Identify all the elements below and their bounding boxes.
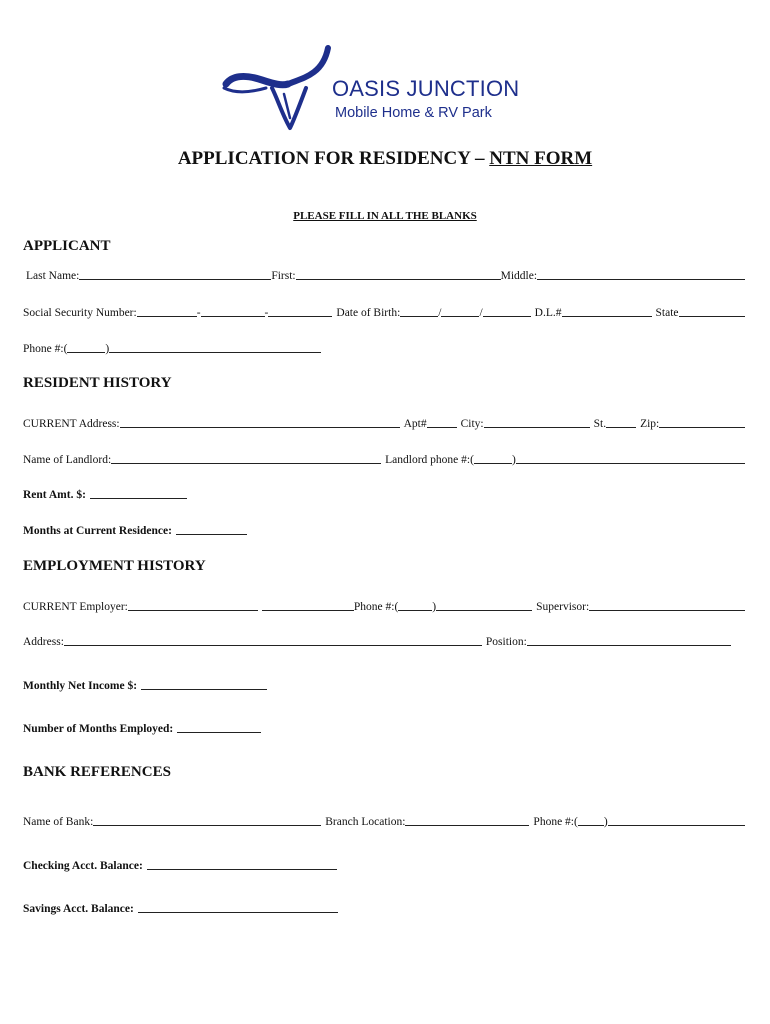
company-logo — [222, 44, 552, 136]
form-title-underlined: NTN FORM — [489, 148, 593, 169]
phone-paren-close: ) — [105, 343, 110, 355]
middle-name-field[interactable] — [537, 267, 745, 280]
savings-balance-row — [23, 899, 745, 915]
section-heading-resident-history: RESIDENT HISTORY — [23, 375, 172, 391]
bank-phone-paren-close: ) — [603, 816, 608, 828]
checking-balance-field[interactable] — [147, 857, 337, 870]
section-heading-bank-references: BANK REFERENCES — [23, 764, 171, 780]
ssn-label: Social Security Number: — [23, 307, 137, 319]
savings-balance-label: Savings Acct. Balance: — [23, 903, 134, 915]
current-address-row — [23, 414, 745, 430]
form-title-main: APPLICATION FOR RESIDENCY – — [177, 148, 490, 169]
ssn-field-part1[interactable] — [137, 304, 197, 317]
dl-label: D.L.# — [534, 307, 562, 319]
supervisor-field[interactable] — [589, 598, 745, 611]
applicant-id-row — [23, 303, 745, 319]
bank-phone-number-field[interactable] — [608, 813, 745, 826]
applicant-name-row — [23, 266, 745, 282]
branch-location-label: Branch Location: — [325, 816, 406, 828]
ssn-field-part2[interactable] — [201, 304, 265, 317]
monthly-income-field[interactable] — [141, 677, 267, 690]
employer-address-field[interactable] — [64, 633, 482, 646]
months-employed-label: Number of Months Employed: — [23, 723, 174, 735]
bank-row — [23, 812, 745, 828]
rent-amount-label: Rent Amt. $: — [23, 489, 86, 501]
landlord-name-label: Name of Landlord: — [23, 454, 112, 466]
zip-label: Zip: — [640, 418, 660, 430]
months-current-residence-label: Months at Current Residence: — [23, 525, 172, 537]
last-name-label: Last Name: — [26, 270, 80, 282]
months-employed-row — [23, 719, 745, 735]
company-tagline: Mobile Home & RV Park — [335, 105, 492, 121]
employer-address-row — [23, 632, 731, 648]
state-label: State — [655, 307, 679, 319]
employer-phone-paren-close: ) — [432, 601, 437, 613]
checking-balance-row — [23, 856, 745, 872]
dl-number-field[interactable] — [562, 304, 652, 317]
position-field[interactable] — [527, 633, 731, 646]
landlord-row — [23, 450, 745, 466]
ssn-field-part3[interactable] — [268, 304, 332, 317]
dob-month-field[interactable] — [400, 304, 438, 317]
apt-label: Apt# — [403, 418, 427, 430]
landlord-phone-label: Landlord phone #:( — [385, 454, 474, 466]
current-employer-field-2[interactable] — [262, 598, 354, 611]
months-employed-field[interactable] — [177, 720, 261, 733]
dob-slash-2: / — [479, 307, 483, 319]
state-abbrev-field[interactable] — [606, 415, 636, 428]
current-address-label: CURRENT Address: — [23, 418, 120, 430]
longhorn-steer-icon — [222, 44, 332, 136]
supervisor-label: Supervisor: — [536, 601, 590, 613]
dob-slash-1: / — [438, 307, 442, 319]
monthly-income-row — [23, 676, 745, 692]
bank-phone-label: Phone #:( — [533, 816, 578, 828]
position-label: Position: — [485, 636, 527, 648]
bank-phone-area-field[interactable] — [578, 813, 604, 826]
checking-balance-label: Checking Acct. Balance: — [23, 860, 143, 872]
current-address-field[interactable] — [120, 415, 400, 428]
apt-field[interactable] — [427, 415, 457, 428]
zip-field[interactable] — [659, 415, 745, 428]
employer-phone-label: Phone #:( — [353, 601, 399, 613]
phone-number-field[interactable] — [109, 340, 321, 353]
form-title — [0, 148, 770, 170]
rent-amount-row — [23, 485, 745, 501]
city-label: City: — [460, 418, 484, 430]
phone-label: Phone #:( — [23, 343, 68, 355]
months-current-residence-row — [23, 521, 745, 537]
state-abbrev-label: St. — [593, 418, 607, 430]
current-employer-label: CURRENT Employer: — [23, 601, 128, 613]
applicant-phone-row — [23, 339, 745, 355]
form-instruction: PLEASE FILL IN ALL THE BLANKS — [293, 210, 477, 222]
rent-amount-field[interactable] — [90, 486, 187, 499]
city-field[interactable] — [484, 415, 590, 428]
state-field[interactable] — [679, 304, 745, 317]
section-heading-applicant: APPLICANT — [23, 238, 111, 254]
bank-name-field[interactable] — [93, 813, 321, 826]
middle-name-label: Middle: — [500, 270, 538, 282]
dob-label: Date of Birth: — [336, 307, 401, 319]
employer-row — [23, 597, 745, 613]
first-name-label: First: — [271, 270, 296, 282]
landlord-phone-number-field[interactable] — [516, 451, 745, 464]
savings-balance-field[interactable] — [138, 900, 338, 913]
branch-location-field[interactable] — [405, 813, 529, 826]
company-name: OASIS JUNCTION — [332, 76, 520, 101]
first-name-field[interactable] — [296, 267, 501, 280]
employer-phone-number-field[interactable] — [436, 598, 532, 611]
landlord-name-field[interactable] — [111, 451, 381, 464]
landlord-phone-paren-close: ) — [511, 454, 516, 466]
current-employer-field[interactable] — [128, 598, 258, 611]
employer-address-label: Address: — [23, 636, 64, 648]
monthly-income-label: Monthly Net Income $: — [23, 680, 138, 692]
dob-year-field[interactable] — [483, 304, 531, 317]
section-heading-employment-history: EMPLOYMENT HISTORY — [23, 558, 206, 574]
bank-name-label: Name of Bank: — [23, 816, 94, 828]
ssn-dash-2: - — [264, 307, 269, 319]
last-name-field[interactable] — [79, 267, 271, 280]
months-current-residence-field[interactable] — [176, 522, 247, 535]
dob-day-field[interactable] — [441, 304, 479, 317]
employer-phone-area-field[interactable] — [398, 598, 432, 611]
landlord-phone-area-field[interactable] — [474, 451, 512, 464]
phone-area-code-field[interactable] — [67, 340, 105, 353]
ssn-dash-1: - — [196, 307, 201, 319]
